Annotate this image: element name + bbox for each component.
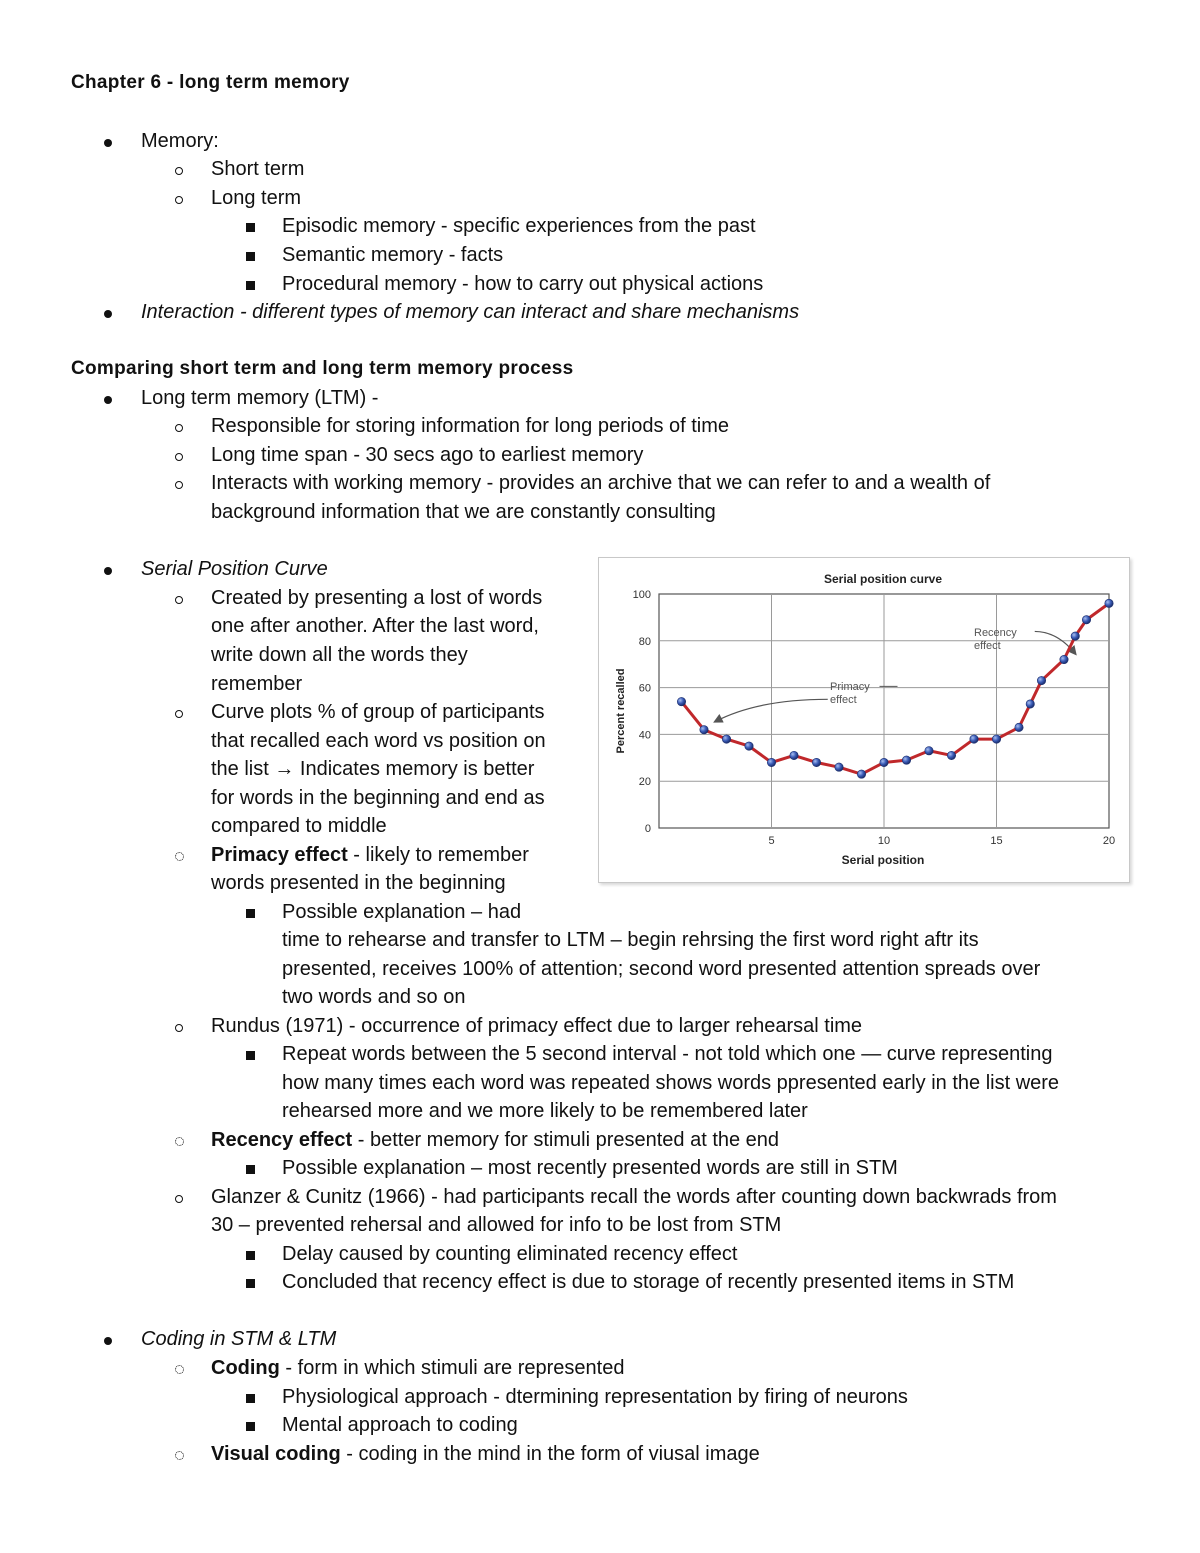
item-ltm: Long term memory (LTM) - (141, 387, 379, 409)
data-point (812, 758, 820, 766)
item-interacts-line1: Interacts with working memory - provides an archive that we can refer to and a wealth of (211, 472, 991, 494)
possible-line: Possible explanation – had (282, 901, 522, 923)
repeat-line: rehearsed more and we more likely to be remembered later (282, 1100, 808, 1122)
recency-annotation-line: effect (974, 639, 1001, 652)
bullet-circle (175, 584, 183, 613)
data-point (722, 735, 730, 743)
item-primacy-line2: words presented in the beginning (211, 872, 506, 894)
y-tick-label: 20 (638, 776, 651, 789)
item-semantic: Semantic memory - facts (282, 244, 504, 266)
curve-line: Curve plots % of group of participants (211, 701, 545, 723)
y-tick-label: 40 (638, 729, 651, 742)
created-line: write down all the words they (211, 644, 468, 666)
bullet-dot (104, 1325, 112, 1354)
y-tick-label: 100 (632, 589, 651, 601)
item-visual-coding (211, 1440, 760, 1469)
bullet-square (246, 270, 255, 299)
item-memory: Memory: (141, 130, 219, 152)
bullet-circle (175, 698, 183, 727)
item-short-term: Short term (211, 158, 305, 180)
recency-term: Recency effect (211, 1129, 353, 1151)
coding-term: Coding (211, 1357, 280, 1379)
primacy-desc: - likely to remember (347, 844, 529, 866)
x-tick-label: 5 (768, 835, 775, 847)
glanzer-line: 30 – prevented rehersal and allowed for info to be lost from STM (211, 1214, 782, 1236)
recency-annotation-line: Recency (974, 627, 1017, 640)
primacy-annotation-line: Primacy (830, 680, 870, 693)
bullet-circle (175, 412, 183, 441)
data-point (880, 758, 888, 766)
item-procedural: Procedural memory - how to carry out physical actions (282, 273, 764, 295)
bullet-square (246, 1411, 255, 1440)
section-heading-comparing: Comparing short term and long term memory process (71, 358, 574, 379)
data-point (745, 742, 753, 750)
data-point (857, 770, 865, 778)
bullet-square (246, 898, 255, 927)
bullet-square (246, 1040, 255, 1069)
curve-line: for words in the beginning and end as (211, 787, 545, 809)
chart-title: Serial position curve (823, 572, 943, 586)
data-point (1015, 723, 1023, 731)
data-point (925, 747, 933, 755)
item-rundus: Rundus (1971) - occurrence of primacy effect due to larger rehearsal time (211, 1015, 863, 1037)
y-tick-label: 80 (638, 635, 651, 648)
recency-desc: - better memory for stimuli presented at the end (352, 1129, 780, 1151)
glanzer-line: Glanzer & Cunitz (1966) - had participants recall the words after counting down backwrads from (211, 1186, 1057, 1208)
item-physiological: Physiological approach - dtermining representation by firing of neurons (282, 1386, 908, 1408)
data-point (1026, 700, 1034, 708)
page-title: Chapter 6 - long term memory (71, 72, 350, 93)
data-point (1082, 616, 1090, 624)
repeat-line: how many times each word was repeated shows words ppresented early in the list were (282, 1072, 1060, 1094)
bullet-dotted-circle (175, 1126, 184, 1155)
y-tick-label: 0 (644, 823, 651, 835)
x-tick-label: 20 (1102, 835, 1116, 847)
coding-desc: - form in which stimuli are represented (279, 1357, 625, 1379)
bullet-dot (104, 384, 112, 413)
data-point (1071, 632, 1079, 640)
bullet-square (246, 212, 255, 241)
item-concluded: Concluded that recency effect is due to storage of recently presented items in STM (282, 1271, 1015, 1293)
curve-line: compared to middle (211, 815, 387, 837)
possible-line: time to rehearse and transfer to LTM – begin rehrsing the first word right aftr its (282, 929, 979, 951)
bullet-dot (104, 127, 112, 156)
item-episodic: Episodic memory - specific experiences from the past (282, 215, 756, 237)
visual-coding-desc: - coding in the mind in the form of viusal image (340, 1443, 760, 1465)
chart-svg (599, 558, 1129, 882)
bullet-circle (175, 469, 183, 498)
bullet-circle (175, 184, 183, 213)
bullet-dotted-circle (175, 1440, 184, 1469)
possible-line: presented, receives 100% of attention; second word presented attention spreads over (282, 958, 1041, 980)
bullet-circle (175, 1012, 183, 1041)
curve-line: that recalled each word vs position on (211, 730, 546, 752)
data-point (970, 735, 978, 743)
primacy-term: Primacy effect (211, 844, 348, 866)
item-delay: Delay caused by counting eliminated recency effect (282, 1243, 738, 1265)
bullet-dotted-circle (175, 841, 184, 870)
item-recency (211, 1126, 779, 1155)
bullet-circle (175, 155, 183, 184)
data-point (700, 726, 708, 734)
data-point (902, 756, 910, 764)
bullet-square (246, 1383, 255, 1412)
x-axis-label: Serial position (841, 853, 925, 867)
data-point (677, 697, 685, 705)
bullet-square (246, 241, 255, 270)
repeat-line: Repeat words between the 5 second interval - not told which one — curve representing (282, 1043, 1053, 1065)
created-line: remember (211, 673, 303, 695)
item-mental: Mental approach to coding (282, 1414, 518, 1436)
primacy-annotation-line: effect (830, 693, 857, 706)
item-span: Long time span - 30 secs ago to earliest memory (211, 444, 644, 466)
created-line: Created by presenting a lost of words (211, 587, 543, 609)
data-point (1105, 599, 1113, 607)
bullet-square (246, 1268, 255, 1297)
item-responsible: Responsible for storing information for long periods of time (211, 415, 730, 437)
item-interaction: Interaction - different types of memory can interact and share mechanisms (141, 301, 800, 323)
possible-line: two words and so on (282, 986, 466, 1008)
item-recency-explanation: Possible explanation – most recently presented words are still in STM (282, 1157, 898, 1179)
data-point (1060, 655, 1068, 663)
serial-position-chart (598, 557, 1130, 883)
curve-line: the list → Indicates memory is better (211, 758, 535, 780)
item-coding-heading: Coding in STM & LTM (141, 1328, 337, 1350)
data-point (992, 735, 1000, 743)
data-point (790, 751, 798, 759)
item-primacy (211, 841, 529, 870)
visual-coding-term: Visual coding (211, 1443, 341, 1465)
y-tick-label: 60 (638, 682, 651, 695)
y-axis-label: Percent recalled (615, 668, 627, 754)
data-point (947, 751, 955, 759)
item-interacts-line2: background information that we are constantly consulting (211, 501, 716, 523)
bullet-dotted-circle (175, 1354, 184, 1383)
x-tick-label: 15 (990, 835, 1003, 847)
created-line: one after another. After the last word, (211, 615, 539, 637)
bullet-dot (104, 555, 112, 584)
bullet-square (246, 1240, 255, 1269)
data-point (767, 758, 775, 766)
data-point (1037, 676, 1045, 684)
item-long-term: Long term (211, 187, 302, 209)
item-serial-position-curve: Serial Position Curve (141, 558, 328, 580)
item-coding (211, 1354, 624, 1383)
bullet-dot (104, 298, 112, 327)
x-tick-label: 10 (877, 835, 891, 847)
bullet-square (246, 1154, 255, 1183)
bullet-circle (175, 1183, 183, 1212)
data-point (835, 763, 843, 771)
bullet-circle (175, 441, 183, 470)
